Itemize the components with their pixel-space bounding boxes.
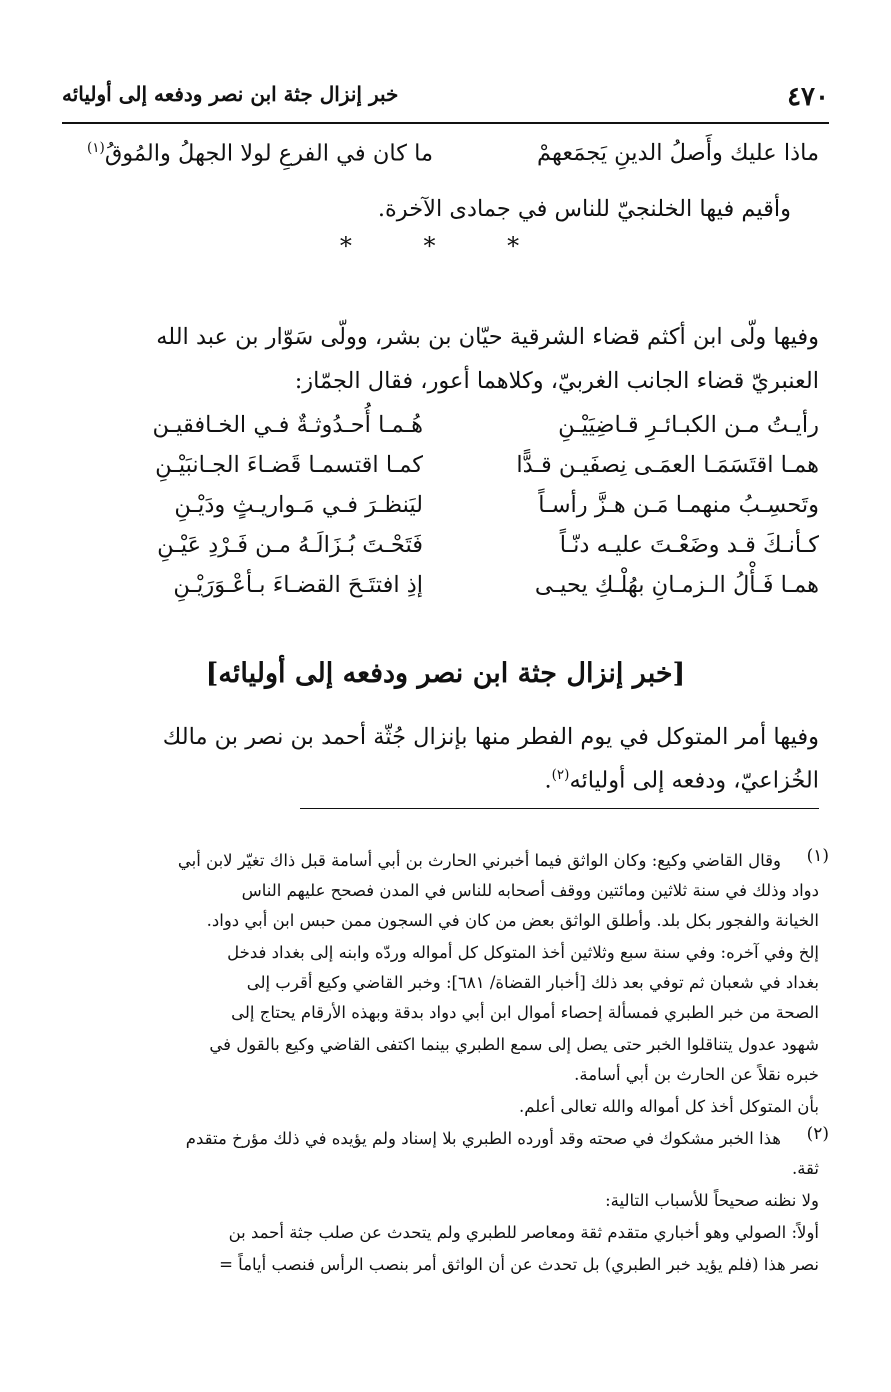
poem-left-hemistich: ليَنظـرَ فـي مَـواريـثٍ ودَيْـنِ [174,492,423,518]
poem-right-hemistich: همـا اقتَسَمَـا العمَـى نِصفَيـن قـدًّا [516,452,819,478]
footnote-line: دواد وذلك في سنة ثلاثين ومائتين ووقف أصحابه للناس في المدن فصحح عليهم الناس [241,881,819,900]
body-line: وأقيم فيها الخلنجيّ للناس في جمادى الآخرة. [377,196,791,222]
footnote-line: الخيانة والفجور بكل بلد. وأطلق الواثق بعض من كان في السجون ممن حبس ابن أبي دواد. [206,911,819,930]
poem-right-hemistich: كـأنـكَ قـد وضَعْـتَ عليـه دنّـاً [559,532,819,558]
page-number: ٤٧٠ [787,82,829,112]
poem-right-hemistich: همـا فَـأْلُ الـزمـانِ بهُلْـكِ يحيـى [534,572,819,598]
running-title: خبر إنزال جثة ابن نصر ودفعه إلى أوليائه [62,82,399,106]
poem-right-hemistich: رأيـتُ مـن الكبـائـرِ قـاضِيَيْـنِ [558,412,819,438]
footnote-line: وقال القاضي وكيع: وكان الواثق فيما أخبرني الحارث بن أبي أسامة قبل ذاك تغيّر لابن أبي [177,851,781,870]
footnote-line: بغداد في شعبان ثم توفي بعد ذلك [أخبار القضاة/ ٦٨١]: وخبر القاضي وكيع أقرب إلى [246,973,819,992]
poem-left-hemistich: هُـمـا أُحـدُوثـةٌ فـي الخـافقيـن [152,412,423,438]
paragraph-line: الخُزاعيّ، ودفعه إلى أوليائه$^{(٢)}$. [544,767,819,794]
footnote-line: ولا نظنه صحيحاً للأسباب التالية: [605,1191,819,1210]
footnote-rule [300,808,819,809]
section-separator: * * * [339,232,552,260]
paragraph-line: العنبريّ قضاء الجانب الغربيّ، وكلاهما أعور، فقال الجمّاز: [294,368,819,394]
footnote-line: ثقة. [791,1159,819,1178]
poem-right-hemistich: وتَحسِـبُ منهمـا مَـن هـزَّ رأسـاً [538,492,819,518]
paragraph-line: وفيها أمر المتوكل في يوم الفطر منها بإنزال جُثّة أحمد بن نصر بن مالك [162,724,819,750]
top-verse-right-hemistich: ماذا عليك وأَصلُ الدينِ يَجمَعهمْ [537,140,819,166]
section-heading: [خبر إنزال جثة ابن نصر ودفعه إلى أوليائه] [205,658,686,689]
poem-left-hemistich: كمـا اقتسمـا قَضـاءَ الجـانبَيْـنِ [155,452,423,478]
footnote-line: بأن المتوكل أخذ كل أمواله والله تعالى أعلم. [518,1097,819,1116]
footnote-line: إلخ وفي آخره: وفي سنة سبع وثلاثين أخذ المتوكل كل أمواله وردّه وابنه إلى بغداد فدخل [227,943,819,962]
running-header [62,82,829,118]
footnote-ref-2: (٢) [551,767,570,783]
header-rule [62,122,829,124]
footnote-line: هذا الخبر مشكوك في صحته وقد أورده الطبري بلا إسناد ولم يؤيده في ذلك مؤرخ متقدم [185,1129,781,1148]
poem-left-hemistich: إذِ افتتَـحَ القضـاءَ بـأعْـوَرَيْـنِ [173,572,423,598]
footnote-line: أولاً: الصولي وهو أخباري متقدم ثقة ومعاصر للطبري ولم يتحدث عن صلب جثة أحمد بن [228,1223,819,1242]
footnote-line: نصر هذا (فلم يؤيد خبر الطبري) بل تحدث عن أن الواثق أمر بنصب الرأس فنصب أياماً = [219,1255,819,1274]
footnote-line: شهود عدول يتناقلوا الخبر حتى يصل إلى سمع الطبري بينما اكتفى القاضي وكيع بالقول في [209,1035,819,1054]
paragraph-line: وفيها ولّى ابن أكثم قضاء الشرقية حيّان بن بشر، وولّى سَوّار بن عبد الله [156,324,819,350]
footnote-line: الصحة من خبر الطبري فمسألة إحصاء أموال ابن أبي دواد بدقة وبهذه الأرقام يحتاج إلى [231,1003,819,1022]
poem-left-hemistich: فَتَحْـتَ بُـزَالَـهُ مـن فَـرْدِ عَيْـنِ [157,532,423,558]
footnote-number: (١) [806,846,829,866]
footnote-number: (٢) [806,1124,829,1144]
footnote-line: خبره نقلاً عن الحارث بن أبي أسامة. [574,1065,819,1084]
top-verse-left-hemistich: ما كان في الفرعِ لولا الجهلُ والمُوقُ$^{(١)}$ [87,140,433,167]
footnote-ref-1: (١) [87,140,105,156]
